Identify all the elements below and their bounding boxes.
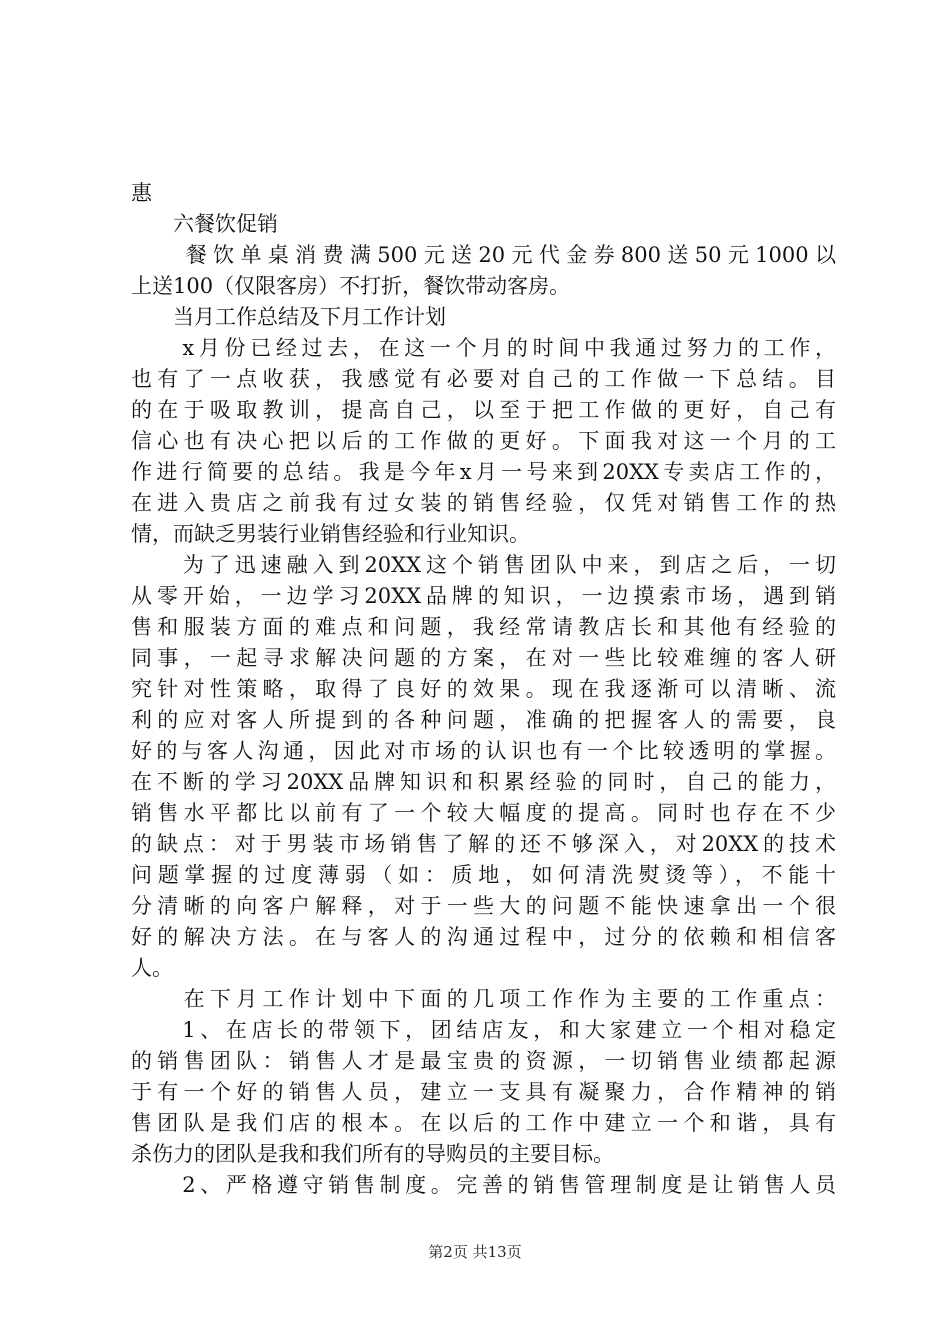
text-line: 同事，一起寻求解决问题的方案，在对一些比较难缠的客人研 [131, 646, 836, 670]
text-line: 惠 [131, 181, 152, 205]
page-number-footer: 第2页 共13页 [428, 1243, 522, 1261]
text-line: 利的应对客人所提到的各种问题，准确的把握客人的需要，良 [131, 708, 836, 732]
text-line: 分清晰的向客户解释，对于一些大的问题不能快速拿出一个很 [131, 894, 836, 918]
text-line: 餐饮单桌消费满500元送20元代金券800送50元1000以 [131, 243, 836, 267]
text-line: 在下月工作计划中下面的几项工作作为主要的工作重点： [131, 987, 836, 1011]
text-line: 问题掌握的过度薄弱（如：质地，如何清洗熨烫等），不能十 [131, 863, 836, 887]
text-line: 在不断的学习20XX品牌知识和积累经验的同时，自己的能力， [131, 770, 836, 794]
text-line: 好的与客人沟通，因此对市场的认识也有一个比较透明的掌握。 [131, 739, 836, 763]
text-line: 的在于吸取教训，提高自己，以至于把工作做的更好，自己有 [131, 398, 836, 422]
text-line: 的销售团队：销售人才是最宝贵的资源，一切销售业绩都起源 [131, 1049, 836, 1073]
text-line: 售和服装方面的难点和问题，我经常请教店长和其他有经验的 [131, 615, 836, 639]
text-line: 2、严格遵守销售制度。完善的销售管理制度是让销售人员 [131, 1173, 836, 1197]
text-line: 信心也有决心把以后的工作做的更好。下面我对这一个月的工 [131, 429, 836, 453]
text-line: 的缺点：对于男装市场销售了解的还不够深入，对20XX的技术 [131, 832, 836, 856]
text-line: 人。 [131, 956, 173, 980]
text-line: 于有一个好的销售人员，建立一支具有凝聚力，合作精神的销 [131, 1080, 836, 1104]
text-line: 好的解决方法。在与客人的沟通过程中，过分的依赖和相信客 [131, 925, 836, 949]
text-line: 杀伤力的团队是我和我们所有的导购员的主要目标。 [131, 1142, 614, 1166]
section-heading: 当月工作总结及下月工作计划 [131, 305, 446, 329]
text-line: 1、在店长的带领下，团结店友，和大家建立一个相对稳定 [131, 1018, 836, 1042]
text-line: 为了迅速融入到20XX这个销售团队中来，到店之后，一切 [131, 553, 836, 577]
text-line: 在进入贵店之前我有过女装的销售经验，仅凭对销售工作的热 [131, 491, 836, 515]
text-line: 情，而缺乏男装行业销售经验和行业知识。 [131, 522, 530, 546]
text-line: 也有了一点收获，我感觉有必要对自己的工作做一下总结。目 [131, 367, 836, 391]
text-line: 上送100（仅限客房）不打折，餐饮带动客房。 [131, 274, 571, 298]
text-line: 售团队是我们店的根本。在以后的工作中建立一个和谐，具有 [131, 1111, 836, 1135]
section-heading: 六餐饮促销 [131, 212, 278, 236]
text-line: x月份已经过去，在这一个月的时间中我通过努力的工作， [131, 336, 836, 360]
text-line: 究针对性策略，取得了良好的效果。现在我逐渐可以清晰、流 [131, 677, 836, 701]
text-line: 销售水平都比以前有了一个较大幅度的提高。同时也存在不少 [131, 801, 836, 825]
text-line: 作进行简要的总结。我是今年x月一号来到20XX专卖店工作的， [131, 460, 836, 484]
text-line: 从零开始，一边学习20XX品牌的知识，一边摸索市场，遇到销 [131, 584, 836, 608]
